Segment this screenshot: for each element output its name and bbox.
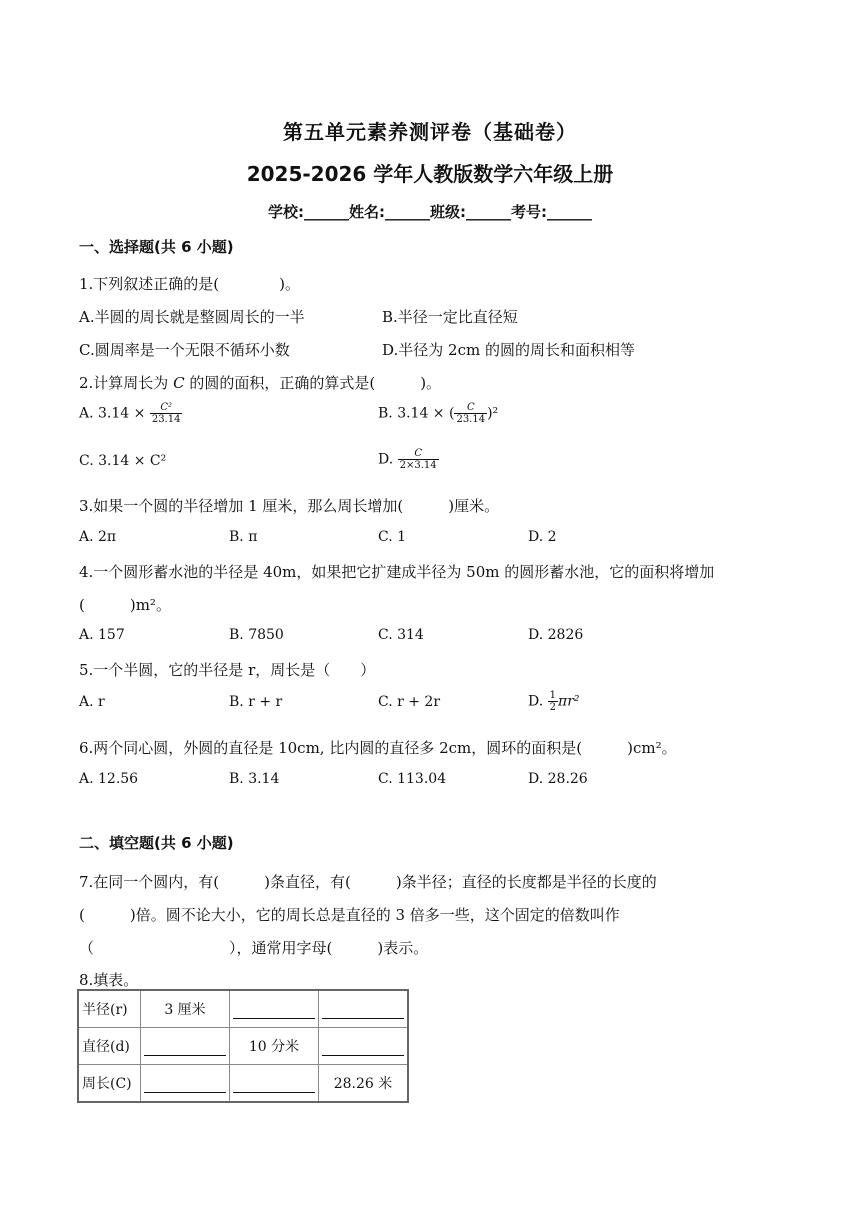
- question-1-option-d: D.半径为 2cm 的圆的周长和面积相等: [382, 341, 635, 359]
- question-3-option-a: A. 2π: [79, 529, 117, 545]
- table-cell: 28.26 米: [319, 1065, 409, 1103]
- blank-line: [233, 1074, 315, 1093]
- question-2-stem-var: C: [173, 374, 185, 392]
- question-5-option-a: A. r: [79, 694, 105, 710]
- question-7-line-1: 7.在同一个圆内，有( )条直径，有( )条半径；直径的长度都是半径的长度的: [79, 873, 657, 891]
- question-7-line-2: ( )倍。圆不论大小，它的周长总是直径的 3 倍多一些，这个固定的倍数叫作: [79, 906, 620, 924]
- question-2-option-b: [378, 402, 498, 425]
- question-4-stem: 4.一个圆形蓄水池的半径是 40m，如果把它扩建成半径为 50m 的圆形蓄水池，它的面积将增加: [79, 563, 715, 581]
- question-3-option-d: D. 2: [528, 529, 557, 545]
- fraction-denominator: 23.14: [456, 414, 486, 425]
- question-5-option-b: B. r + r: [229, 694, 283, 710]
- question-3-stem: 3.如果一个圆的半径增加 1 厘米，那么周长增加( )厘米。: [79, 497, 500, 515]
- fraction: [150, 402, 183, 425]
- answer-blank[interactable]: [141, 1065, 230, 1103]
- answer-blank[interactable]: [319, 990, 409, 1028]
- question-1-option-c: C.圆周率是一个无限不循环小数: [79, 341, 290, 359]
- option-d-prefix: D.: [378, 451, 398, 468]
- question-4-option-b: B. 7850: [229, 627, 284, 643]
- row-label-circumference: 周长(C): [78, 1065, 141, 1103]
- question-4-option-a: A. 157: [79, 627, 125, 643]
- row-label-radius: 半径(r): [78, 990, 141, 1028]
- worksheet-subtitle: 2025-2026 学年人教版数学六年级上册: [246, 162, 614, 186]
- question-2-stem: [79, 372, 441, 393]
- option-a-prefix: A. 3.14 ×: [79, 405, 150, 422]
- blank-line: [233, 1000, 315, 1019]
- blank-line: [144, 1037, 226, 1056]
- fraction-numerator: C²: [150, 402, 183, 414]
- question-4-option-c: C. 314: [378, 627, 424, 643]
- fraction-numerator: C: [398, 448, 439, 460]
- question-2-option-a: [79, 402, 182, 425]
- fraction-numerator: 1: [549, 690, 557, 701]
- fraction: [548, 690, 558, 713]
- answer-blank[interactable]: [319, 1028, 409, 1065]
- question-3-option-c: C. 1: [378, 529, 407, 545]
- question-2-option-d: [378, 448, 439, 471]
- blank-line: [144, 1074, 226, 1093]
- question-6-option-d: D. 28.26: [528, 771, 588, 787]
- section-heading-fill: 二、填空题(共 6 小题): [79, 834, 234, 852]
- row-label-diameter: 直径(d): [78, 1028, 141, 1065]
- fraction-numerator: C: [454, 402, 487, 414]
- table-cell: 10 分米: [230, 1028, 319, 1065]
- question-2-stem-post: 的圆的面积，正确的算式是( )。: [184, 374, 442, 392]
- fraction: [454, 402, 487, 425]
- option-d-suffix: πr²: [558, 693, 580, 710]
- table-cell: 3 厘米: [141, 990, 230, 1028]
- question-6-option-c: C. 113.04: [378, 771, 447, 787]
- blank-line: [322, 1000, 404, 1019]
- question-1-stem: 1.下列叙述正确的是( )。: [79, 275, 301, 293]
- fraction-denominator: 23.14: [151, 414, 181, 425]
- question-3-option-b: B. π: [229, 529, 258, 545]
- fraction-denominator: 2: [549, 702, 557, 713]
- question-5-option-d: [528, 690, 580, 713]
- student-info-line: 学校:______姓名:______班级:______考号:______: [268, 203, 592, 221]
- worksheet-title: 第五单元素养测评卷（基础卷）: [283, 120, 577, 144]
- question-2-stem-pre: 2.计算周长为: [79, 374, 174, 392]
- question-4-stem-continued: ( )m²。: [79, 596, 171, 614]
- question-6-option-b: B. 3.14: [229, 771, 280, 787]
- table-row: [78, 990, 408, 1028]
- question-1-option-a: A.半圆的周长就是整圆周长的一半: [79, 308, 305, 326]
- question-6-option-a: A. 12.56: [79, 771, 139, 787]
- option-b-prefix: B. 3.14 × (: [378, 405, 455, 422]
- question-5-option-c: C. r + 2r: [378, 694, 441, 710]
- section-heading-choice: 一、选择题(共 6 小题): [79, 238, 234, 256]
- fraction: [398, 448, 439, 471]
- question-1-option-b: B.半径一定比直径短: [382, 308, 518, 326]
- fraction-denominator: 2×3.14: [399, 460, 437, 471]
- answer-blank[interactable]: [230, 1065, 319, 1103]
- table-row: [78, 1028, 408, 1065]
- question-2-option-c: C. 3.14 × C²: [79, 453, 167, 469]
- fill-in-table: [77, 989, 409, 1103]
- question-4-option-d: D. 2826: [528, 627, 584, 643]
- question-8-stem: 8.填表。: [79, 971, 139, 989]
- question-7-line-3: （ ），通常用字母( )表示。: [79, 939, 429, 957]
- answer-blank[interactable]: [141, 1028, 230, 1065]
- table-row: [78, 1065, 408, 1103]
- question-5-stem: 5.一个半圆，它的半径是 r，周长是（ ）: [79, 661, 376, 679]
- option-b-suffix: )²: [487, 405, 499, 422]
- blank-line: [322, 1037, 404, 1056]
- answer-blank[interactable]: [230, 990, 319, 1028]
- question-6-stem: 6.两个同心圆，外圆的直径是 10cm, 比内圆的直径多 2cm，圆环的面积是( )cm²。: [79, 739, 677, 757]
- option-d-prefix: D.: [528, 693, 548, 710]
